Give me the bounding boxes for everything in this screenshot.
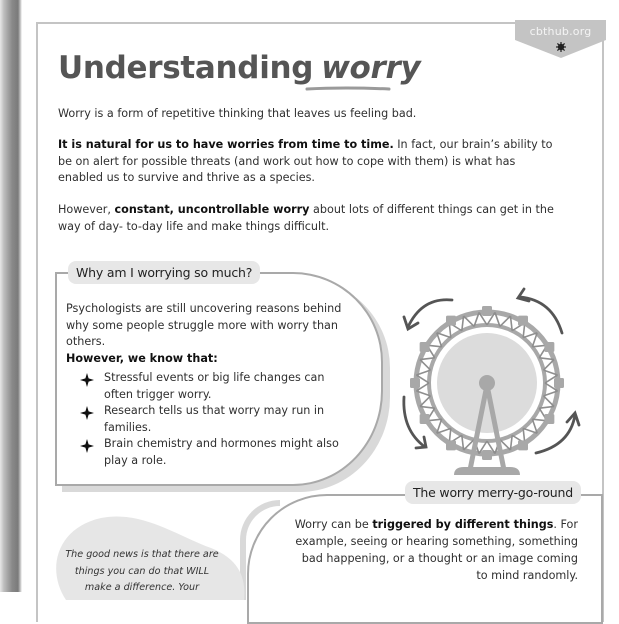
wheel-truss <box>420 396 430 407</box>
wheel-pod <box>482 450 492 460</box>
four-point-star-icon <box>80 439 94 453</box>
title-main: Understanding <box>58 50 314 86</box>
wheel-truss <box>544 360 554 371</box>
site-badge[interactable] <box>515 20 606 58</box>
list-item <box>80 403 350 436</box>
intro-p3-rest: about lots of different things can get in the way of day- to-day life and make things difficult. <box>58 203 554 233</box>
reasons-list <box>80 370 350 469</box>
merry-text-rest: . For example, seeing or hearing something, something bad happening, or a thought or an image coming to mind randomly. <box>295 518 578 582</box>
wheel-pod <box>554 378 564 388</box>
page-title <box>58 50 420 86</box>
wheel-pod <box>482 306 492 316</box>
page-edge-shadow <box>0 0 22 592</box>
why-worrying-text <box>66 301 366 367</box>
intro-paragraph-3 <box>58 202 558 235</box>
wheel-pod <box>420 414 430 424</box>
list-item-text: Brain chemistry and hormones might also play a role. <box>104 437 339 467</box>
site-url[interactable]: cbthub.org <box>529 25 592 38</box>
wheel-pod <box>544 342 554 352</box>
wheel-pod <box>446 316 456 326</box>
ferris-wheel-illustration <box>392 285 592 485</box>
intro-paragraph-1: Worry is a form of repetitive thinking that leaves us feeling bad. <box>58 107 417 120</box>
good-news-text: The good news is that there are things you can do that WILL make a difference. Your <box>65 549 219 593</box>
why-intro-text: Psychologists are still uncovering reasons behind why some people struggle more with worry than others. <box>66 302 342 348</box>
list-item-text: Research tells us that worry may run in families. <box>104 404 325 434</box>
wheel-truss <box>420 360 430 371</box>
merry-go-round-text <box>290 516 578 584</box>
list-item-text: Stressful events or big life changes can often trigger worry. <box>104 371 325 401</box>
wheel-pod <box>544 414 554 424</box>
wheel-truss <box>544 396 554 407</box>
why-worrying-heading: Why am I worrying so much? <box>68 261 260 284</box>
title-underline <box>305 85 391 95</box>
merry-text-bold: triggered by different things <box>372 518 554 531</box>
wheel-truss <box>500 316 511 326</box>
merry-go-round-heading: The worry merry-go-round <box>405 481 581 504</box>
list-item <box>80 370 350 403</box>
intro-p3-bold: constant, uncontrollable worry <box>114 203 310 216</box>
wheel-pod <box>518 316 528 326</box>
four-point-star-icon <box>80 373 94 387</box>
wheel-pod <box>410 378 420 388</box>
list-item <box>80 436 350 469</box>
ferris-wheel-icon <box>410 306 564 475</box>
wheel-pod <box>518 440 528 450</box>
four-point-star-icon <box>80 406 94 420</box>
intro-p2-rest: In fact, our brain’s ability to be on alert for possible threats (and work out how to cope with them) is what has enabled us to survive and thrive as a species. <box>58 138 553 184</box>
intro-paragraph-2 <box>58 137 558 187</box>
wheel-truss <box>464 316 475 326</box>
wheel-pod <box>446 440 456 450</box>
intro-p2-bold: It is natural for us to have worries from time to time. <box>58 138 394 151</box>
why-lead-bold: However, we know that: <box>66 351 218 365</box>
title-accent: worry <box>321 50 421 86</box>
sun-icon <box>556 42 566 52</box>
merry-text-start: Worry can be <box>294 518 373 531</box>
intro-p3-start: However, <box>58 203 115 216</box>
wheel-pod <box>420 342 430 352</box>
